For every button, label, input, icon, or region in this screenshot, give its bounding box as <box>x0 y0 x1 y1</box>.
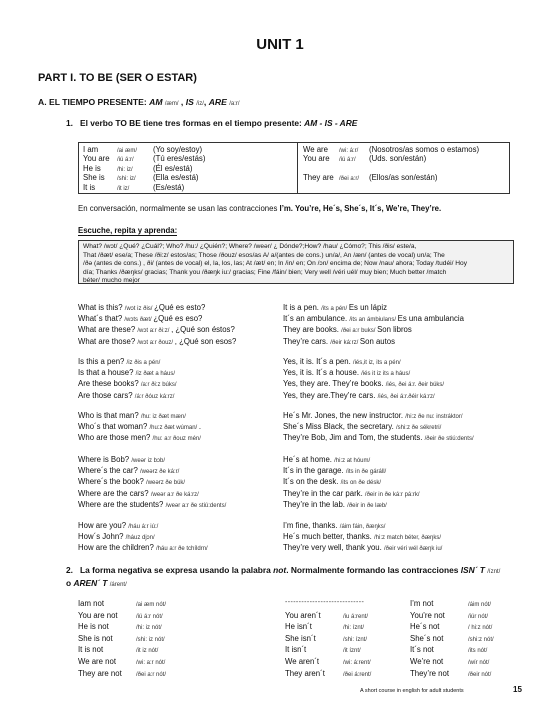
phonetic-text: /ðeir ká:rz/ <box>330 339 360 346</box>
phonetic-text: /weər a:r ðe stiú:dents/ <box>165 502 227 509</box>
phonetic-text: /hu: iz ðæt mæn/ <box>140 414 186 420</box>
phonetic-text: /iúr nót/ <box>468 613 489 620</box>
english-text: They aren´t <box>285 668 325 678</box>
vocabulary-box <box>78 240 514 284</box>
isnt-phonetic: /íznt/ <box>487 569 501 575</box>
conj-english: We are <box>303 145 328 154</box>
english-text: It is a pen. <box>283 303 322 312</box>
spanish-text: , ¿Qué son éstos? <box>171 325 235 335</box>
english-text: They’re very well, thank you. <box>283 543 384 553</box>
negative-form <box>285 668 371 682</box>
am-phonetic: /æm/ <box>164 101 179 107</box>
conj-english: They are <box>303 173 334 183</box>
english-text: How are you? <box>78 521 129 530</box>
english-text: Is this a pen? <box>78 357 127 366</box>
footer-note: A short course in english for adult students <box>360 688 464 694</box>
conj-spanish: (Uds. son/están) <box>369 154 427 164</box>
question-line <box>78 390 174 403</box>
english-text: What are those? <box>78 336 138 346</box>
english-text: Is that a house? <box>78 368 136 378</box>
english-text: You’re not <box>410 610 445 620</box>
english-text: It is not <box>78 645 104 655</box>
box-divider <box>297 143 298 193</box>
phonetic-text: /háu a:r ðe tchíldrn/ <box>156 546 208 553</box>
phonetic-text: /hi:z match béter, ðæŋks/ <box>374 535 442 542</box>
item-1-text: El verbo TO BE tiene tres formas en el tiempo presente: <box>79 118 305 128</box>
english-text: He is not <box>78 622 109 632</box>
vocab-line: What? /wɔt/ ¿Qué? ¿Cuál?; Who? /hu:/ ¿Quién?; Where? /weər/ ¿ Dónde?;How? /hau/ ¿Cómo?; This /ðis/ este/a, <box>83 243 417 250</box>
english-text: It´s not <box>410 645 434 655</box>
spanish-text: , ¿Qué son esos? <box>174 336 237 346</box>
english-text: They’re cars. <box>283 336 331 346</box>
item-2 <box>66 565 526 591</box>
phonetic-text: /shi: iz nót/ <box>136 636 165 643</box>
item-2-o: o <box>66 578 74 588</box>
spanish-text: Son autos <box>359 336 396 346</box>
phonetic-text: /shi:z nót/ <box>468 636 494 643</box>
negative-form <box>410 668 491 682</box>
english-text: Who is that man? <box>78 411 141 420</box>
english-text: It´s on the desk. <box>283 477 341 487</box>
english-text: Where are the students? <box>78 499 166 509</box>
english-text: Yes, they are. They’re books. <box>283 379 386 389</box>
contractions-list: I’m. You’re, He´s, She´s, It´s, We’re, They’re. <box>279 204 442 213</box>
phonetic-text: /ðeir nót/ <box>468 671 492 678</box>
spanish-text: Es una ambulancia <box>397 314 464 324</box>
phonetic-text: /wír nót/ <box>468 660 490 666</box>
phonetic-text: /hi:z at hóum/ <box>334 458 371 464</box>
conj-phonetic: /hi: iz/ <box>117 166 133 173</box>
conj-phonetic: /shi: iz/ <box>117 176 136 183</box>
conj-english: You are <box>303 154 330 164</box>
item-1 <box>66 118 357 128</box>
english-text: You are not <box>78 610 118 620</box>
conj-spanish: (Tú eres/estás) <box>153 154 206 164</box>
page-number: 15 <box>513 685 522 694</box>
english-text: It´s in the garage. <box>283 466 346 476</box>
question-line <box>78 336 236 349</box>
conj-phonetic: /ai æm/ <box>117 148 138 154</box>
phonetic-text: /hu: a:r ðouz mén/ <box>152 436 201 443</box>
phonetic-text: /weər iz bɔb/ <box>131 458 165 464</box>
phonetic-text: /iu á:rent/ <box>343 613 369 620</box>
phonetic-text: /iés it iz its a háus/ <box>361 371 411 378</box>
english-text: We are not <box>78 657 116 666</box>
english-text: They are not <box>78 668 122 678</box>
phonetic-text: /its an ámbiulans/ <box>349 317 398 324</box>
english-text: He isn´t <box>285 622 312 632</box>
english-text: They’re Bob, Jim and Tom, the students. <box>283 433 425 443</box>
answer-line <box>283 499 387 512</box>
phonetic-text: /iés, ðei á:r. ðeir búks/ <box>385 382 445 389</box>
english-text: Are those cars? <box>78 390 135 400</box>
conj-spanish: (Él es/está) <box>153 163 193 173</box>
english-text: Where is Bob? <box>78 455 132 464</box>
english-text: Yes, it is. It´s a pen. <box>283 357 353 366</box>
phonetic-text: /ðeir ðe stiú:dents/ <box>424 436 474 443</box>
conj-english: You are <box>83 154 110 164</box>
english-text: You aren´t <box>285 610 321 620</box>
phonetic-text: /ðeir véri wél ðæŋk iu/ <box>383 546 443 553</box>
conjugation-row <box>83 183 184 192</box>
question-line <box>78 432 201 445</box>
phonetic-text: /wɔt iz ðis/ <box>124 306 155 312</box>
english-text: Iam not <box>78 599 105 608</box>
item-2-text-b: . Normalmente formando las contracciones <box>286 565 461 575</box>
phonetic-text: /its a pén/ <box>321 306 349 312</box>
question-line <box>78 499 226 512</box>
conj-phonetic: /it iz/ <box>117 185 130 192</box>
phonetic-text: /ðeir in ðe ká:r pá:rk/ <box>364 491 420 498</box>
phonetic-text: /háu á:r iú:/ <box>128 524 159 530</box>
conj-english: I am <box>83 145 99 154</box>
english-text: He´s much better, thanks. <box>283 532 375 542</box>
spanish-text: ¿Qué es esto? <box>154 303 206 312</box>
item-2-text-a: La forma negativa se expresa usando la palabra <box>79 565 274 575</box>
phonetic-text: /iz ðis a pén/ <box>126 360 161 366</box>
listen-heading: Escuche, repita y aprenda: <box>78 226 178 235</box>
phonetic-text: /it iz nót/ <box>136 648 159 655</box>
english-text: Yes, they are.They’re cars. <box>283 390 378 400</box>
spanish-text: Es un lápiz <box>348 303 387 312</box>
phonetic-text: /iz ðæt a háus/ <box>135 371 176 378</box>
conjugation-box <box>78 142 510 194</box>
phonetic-text: /it íznt/ <box>343 648 361 655</box>
spanish-text: Son libros <box>377 325 412 335</box>
section-a-heading: A. EL TIEMPO PRESENTE: AM /æm/ , IS /iz/, ARE /a:r/ <box>38 97 240 107</box>
conj-phonetic: /iú á:r/ <box>339 157 356 164</box>
english-text: Where´s the book? <box>78 477 147 487</box>
arent-phonetic: /árent/ <box>109 582 127 588</box>
phonetic-text: /ðei á:rent/ <box>343 671 372 678</box>
phonetic-text: / hi:z nót/ <box>468 625 493 632</box>
phonetic-text: /weərz ðe búk/ <box>146 480 186 487</box>
phonetic-text: /wɔt a:r ðouz/ <box>137 339 175 346</box>
phonetic-text: /weərz ðe ká:r/ <box>139 469 180 476</box>
phonetic-text: /shi:z ðe sékretri/ <box>395 425 442 432</box>
conj-phonetic: /iú á:r/ <box>117 157 134 164</box>
conjugation-row <box>83 145 202 154</box>
conj-english: It is <box>83 182 96 192</box>
phonetic-text: /wi: a:r nót/ <box>136 660 166 666</box>
conjugation-row <box>303 154 426 163</box>
english-text: I’m fine, thanks. <box>283 521 340 530</box>
arent-word: AREN´ T <box>73 578 108 588</box>
phonetic-text: /háuz djɔn/ <box>125 535 155 542</box>
phonetic-text: /iés,it iz, its a pén/ <box>352 360 401 366</box>
english-text: She is not <box>78 633 113 643</box>
phonetic-text: /á:r ðóuz ká:rz/ <box>134 393 175 400</box>
contractions-text: En conversación, normalmente se usan las contracciones <box>78 204 280 213</box>
conjugation-row <box>303 145 479 154</box>
is-phonetic: /iz/ <box>196 101 204 107</box>
english-text: They’re in the car park. <box>283 488 365 498</box>
isnt-word: ISN´ T <box>460 565 485 575</box>
answer-line <box>283 432 474 445</box>
unit-title: UNIT 1 <box>256 36 304 53</box>
vocab-line: /ðə (antes de cons.) , ði/ (antes de vocal) el, la, los, las; At /æt/ en; In /in/ en; On /ɔn/ encima de; Now /nau/ ahora; Today /tudéi/ Hoy <box>83 260 467 268</box>
english-text: He´s at home. <box>283 455 335 464</box>
conj-spanish: (Yo soy/estoy) <box>153 145 203 154</box>
phonetic-text: /hi:z ðe nu: instráktor/ <box>405 414 463 420</box>
conj-phonetic: /ðei a:r/ <box>339 176 360 183</box>
phonetic-text: /its nót/ <box>468 648 488 655</box>
english-text: We aren´t <box>285 657 320 666</box>
english-text: What is this? <box>78 303 125 312</box>
english-text: They are books. <box>283 325 342 335</box>
english-text: He´s not <box>410 622 440 632</box>
vocab-line: That /ðæt/ ese/a; These /ði:z/ estos/as; Those /ðouz/ esos/as A/ a/(antes de cons.) un/a/, An /æn/ (antes de vocal) un/a; The <box>83 251 445 259</box>
conj-phonetic: /wi: á:r/ <box>339 148 359 154</box>
are-word: ARE <box>208 97 227 107</box>
vocab-line: día; Thanks /ðæŋks/ gracias; Thank you /ðæŋk iu:/ gracias; Fine /fáin/ bien; Very well /véri uél/ muy bien; Much better /match <box>83 268 447 276</box>
phonetic-text: /its in ðe gáráll/ <box>345 469 387 476</box>
negative-form <box>78 668 166 682</box>
vocab-line: béter/ mucho mejor <box>83 277 140 285</box>
english-text: Who are those men? <box>78 433 153 443</box>
phonetic-text: /wɔt a:r ði:z/ <box>137 328 172 335</box>
conj-spanish: (Ellos/as son/están) <box>369 173 438 183</box>
phonetic-text: /its on ðe désk/ <box>340 480 381 487</box>
spanish-text: ¿Qué es eso? <box>153 314 203 324</box>
english-text: They’re not <box>410 668 450 678</box>
phonetic-text: /weər a:r ðe ká:rz/ <box>150 491 199 498</box>
phonetic-text: /hi: iz nót/ <box>136 625 162 632</box>
phonetic-text: /hi: íznt/ <box>343 625 365 632</box>
not-word: not <box>273 565 287 575</box>
conj-spanish: (Nosotros/as somos o estamos) <box>369 145 480 154</box>
english-text: Where´s the car? <box>78 466 140 476</box>
phonetic-text: /ðei a:r nót/ <box>136 671 167 678</box>
phonetic-text: /a:r ði:z búks/ <box>140 382 177 389</box>
english-text: Are these books? <box>78 379 141 389</box>
english-text: How´s John? <box>78 532 126 542</box>
answer-line <box>283 542 442 555</box>
conj-english: She is <box>83 173 105 183</box>
english-text: Where are the cars? <box>78 488 151 498</box>
conjugation-row <box>303 173 437 182</box>
conj-english: He is <box>83 163 101 173</box>
phonetic-text: /hu:z ðæt wúman/ <box>149 425 199 432</box>
item-1-forms: AM - IS - ARE <box>304 118 358 128</box>
english-text: Yes, it is. It´s a house. <box>283 368 362 378</box>
answer-line <box>283 336 395 349</box>
conjugation-row <box>83 173 199 182</box>
item-1-number: 1. <box>66 118 73 128</box>
are-phonetic: /a:r/ <box>229 101 240 107</box>
english-text: She isn´t <box>285 633 316 643</box>
section-a-prefix: A. EL TIEMPO PRESENTE: <box>38 97 150 107</box>
spanish-text: . <box>198 422 202 432</box>
english-text: She´s Miss Black, the secretary. <box>283 422 396 432</box>
phonetic-text: /áim fáin, ðæŋks/ <box>339 524 386 530</box>
phonetic-text: /wi: á:rent/ <box>343 660 371 666</box>
english-text: It isn´t <box>285 645 307 655</box>
english-text: They’re in the lab. <box>283 499 348 509</box>
item-2-number: 2. <box>66 565 73 575</box>
phonetic-text: /iés, ðei á:r.ðéir ká:rz/ <box>377 393 435 400</box>
english-text: He´s Mr. Jones, the new instructor. <box>283 411 406 420</box>
phonetic-text: /ðeir in ðe læb/ <box>347 502 387 509</box>
conj-spanish: (Ella es/está) <box>153 173 199 183</box>
english-text: We’re not <box>410 657 444 666</box>
part-title: PART I. TO BE (SER O ESTAR) <box>38 72 197 84</box>
phonetic-text: /ðei a:r buks/ <box>341 328 378 335</box>
english-text: How are the children? <box>78 543 157 553</box>
contractions-note <box>78 204 441 213</box>
english-text: What are these? <box>78 325 138 335</box>
conjugation-row <box>83 154 205 163</box>
english-text: She´s not <box>410 633 444 643</box>
phonetic-text: /iú á:r nót/ <box>136 613 163 620</box>
english-text: I’m not <box>410 599 434 608</box>
phonetic-text: /áim nót/ <box>468 602 492 608</box>
dashes-placeholder: ----------------------------- <box>285 599 365 606</box>
answer-line <box>283 390 435 403</box>
phonetic-text: /wɔts ðæt/ <box>124 317 154 324</box>
is-word: IS <box>185 97 194 107</box>
conjugation-row <box>83 164 192 173</box>
english-text: It´s an ambulance. <box>283 314 350 324</box>
am-word: AM <box>149 97 163 107</box>
english-text: What´s that? <box>78 314 125 324</box>
question-line <box>78 542 208 555</box>
phonetic-text: /shi: íznt/ <box>343 636 368 643</box>
conj-spanish: (Es/está) <box>153 182 185 192</box>
phonetic-text: /ai æm nót/ <box>136 602 167 608</box>
english-text: Who´s that woman? <box>78 422 150 432</box>
